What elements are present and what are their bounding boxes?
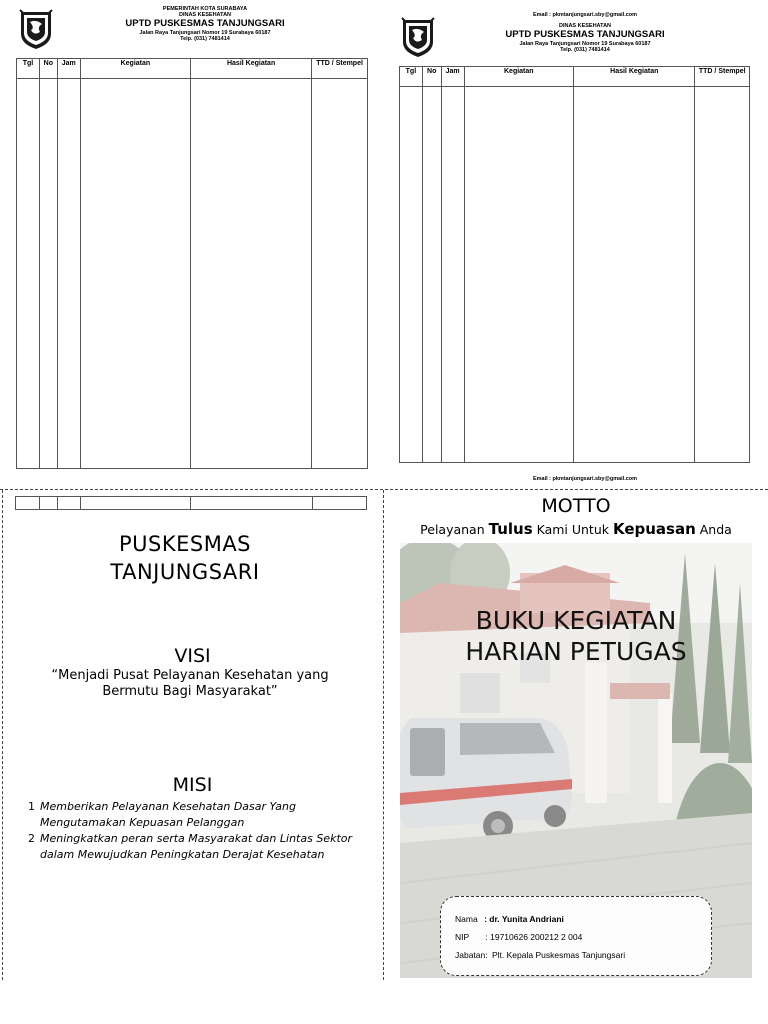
name-row — [455, 914, 564, 924]
fold-line-horizontal — [0, 489, 768, 490]
cover-title — [400, 605, 752, 667]
surabaya-crest-logo — [18, 8, 54, 50]
jabatan-row — [455, 950, 625, 960]
header-email: Email : pkmtanjungsari.sby@gmail.com — [532, 12, 638, 18]
activity-log-table-left — [16, 58, 368, 469]
officer-info-box — [440, 896, 712, 976]
header-department: DINAS KESEHATAN — [178, 12, 232, 19]
table-row — [400, 87, 750, 463]
col-header-jam: Jam — [441, 67, 464, 87]
visi-heading: VISI — [174, 645, 211, 667]
col-header-kegiatan: Kegiatan — [80, 59, 190, 79]
fold-line-center — [383, 490, 384, 980]
header-phone: Telp. (031) 7481414 — [180, 35, 230, 42]
name-value: : dr. Yunita Andriani — [484, 914, 564, 924]
nip-row — [455, 932, 582, 942]
right-letterhead — [460, 12, 710, 53]
col-header-no: No — [39, 59, 57, 79]
visi-text: “Menjadi Pusat Pelayanan Kesehatan yang Bermutu Bagi Masyarakat” — [51, 668, 329, 699]
col-header-tgl: Tgl — [400, 67, 423, 87]
title-line-1: PUSKESMAS — [118, 532, 252, 556]
col-header-ttd: TTD / Stempel — [312, 59, 368, 79]
header-institution: UPTD PUSKESMAS TANJUNGSARI — [505, 28, 665, 40]
left-letterhead — [80, 6, 330, 42]
footer-email: Email : pkmtanjungsari.sby@gmail.com — [532, 476, 638, 482]
cover-title-line-1: BUKU KEGIATAN — [475, 606, 677, 635]
surabaya-crest-logo — [400, 16, 436, 58]
header-address: Jalan Raya Tanjungsari Nomor 19 Surabaya 60187 — [519, 40, 651, 47]
misi-number: 1 — [28, 800, 35, 813]
col-header-ttd: TTD / Stempel — [695, 67, 750, 87]
col-header-hasil: Hasil Kegiatan — [574, 67, 695, 87]
page-title — [60, 530, 310, 586]
motto-emphasis-1: Tulus — [488, 520, 533, 538]
motto-emphasis-2: Kepuasan — [612, 520, 696, 538]
header-address: Jalan Raya Tanjungsari Nomor 19 Surabaya 60187 — [139, 29, 271, 36]
motto-text — [400, 520, 752, 538]
motto-part-2: Kami Untuk — [532, 522, 613, 537]
misi-text: Memberikan Pelayanan Kesehatan Dasar Yang Mengutamakan Kepuasan Pelanggan — [40, 800, 296, 829]
col-header-jam: Jam — [57, 59, 80, 79]
misi-heading: MISI — [172, 774, 213, 796]
misi-text: Meningkatkan peran serta Masyarakat dan Lintas Sektor dalam Mewujudkan Peningkatan Derajat Kesehatan — [40, 832, 353, 861]
col-header-kegiatan: Kegiatan — [464, 67, 574, 87]
title-line-2: TANJUNGSARI — [110, 560, 260, 584]
list-item — [28, 831, 368, 863]
nip-label: NIP — [455, 932, 470, 942]
table-row — [17, 79, 368, 469]
motto-part-1: Pelayanan — [420, 522, 489, 537]
misi-list — [28, 799, 368, 863]
header-government: PEMERINTAH KOTA SURABAYA — [162, 6, 248, 12]
cover-title-line-2: HARIAN PETUGAS — [465, 637, 687, 666]
nip-value: : 19710626 200212 2 004 — [485, 932, 583, 942]
jabatan-label: Jabatan: — [455, 950, 488, 960]
col-header-no: No — [422, 67, 441, 87]
activity-log-table-right — [399, 66, 750, 463]
col-header-tgl: Tgl — [17, 59, 40, 79]
col-header-hasil: Hasil Kegiatan — [191, 59, 312, 79]
jabatan-value: Plt. Kepala Puskesmas Tanjungsari — [492, 950, 626, 960]
list-item — [28, 799, 368, 831]
motto-heading: MOTTO — [541, 495, 611, 517]
misi-number: 2 — [28, 832, 35, 845]
header-department: DINAS KESEHATAN — [558, 23, 612, 30]
header-phone: Telp. (031) 7481414 — [560, 46, 610, 53]
header-institution: UPTD PUSKESMAS TANJUNGSARI — [125, 17, 285, 29]
motto-part-3: Anda — [695, 522, 732, 537]
fold-line-left — [2, 490, 3, 980]
name-label: Nama — [455, 914, 478, 924]
table-strip — [15, 496, 367, 510]
